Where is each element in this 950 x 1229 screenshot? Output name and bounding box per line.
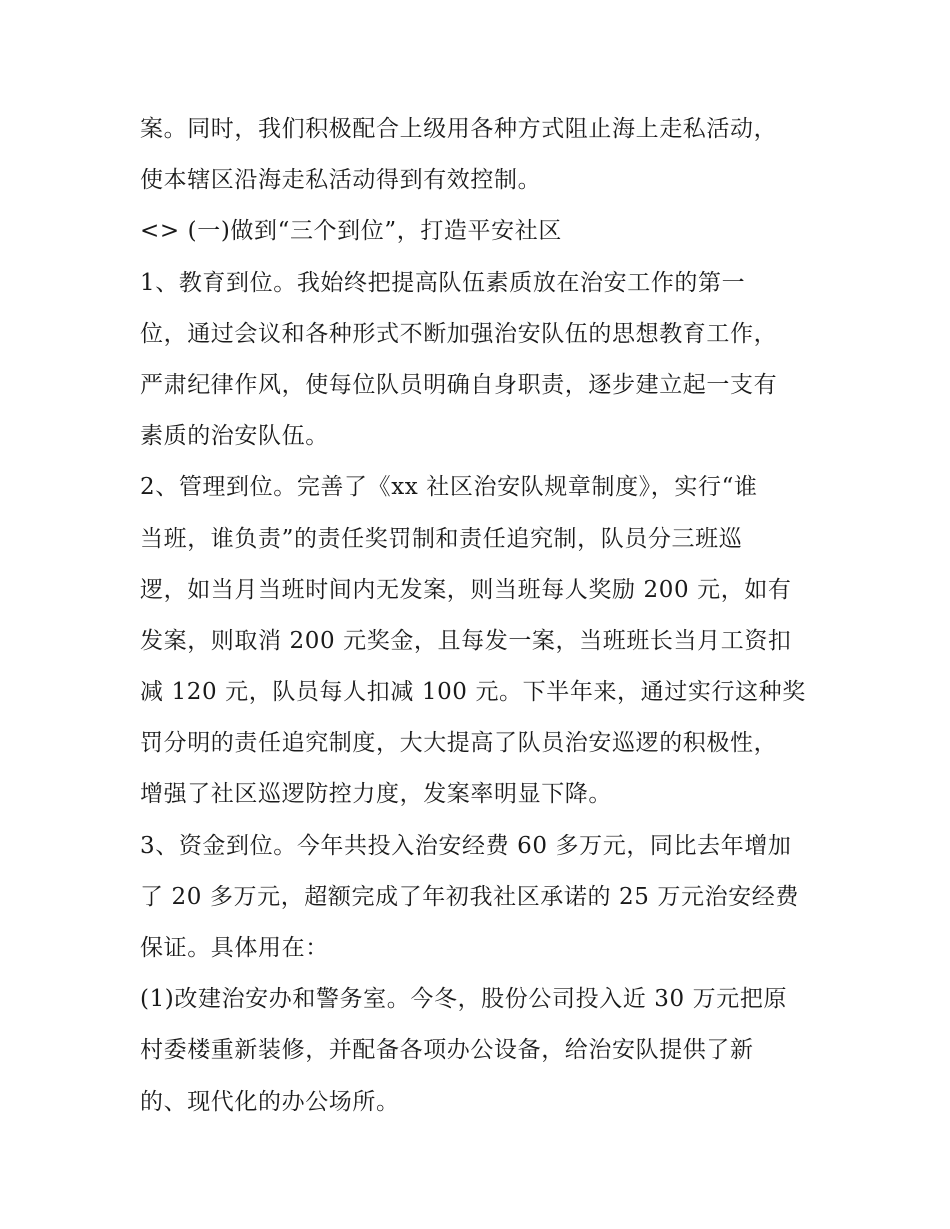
text-line: 村委楼重新装修，并配备各项办公设备，给治安队提供了新 [140,1037,754,1064]
text-line: 3、资金到位。今年共投入治安经费 60 多万元，同比去年增加 [140,832,792,859]
text-line: 素质的治安队伍。 [140,423,329,450]
text-line: 位，通过会议和各种形式不断加强治安队伍的思想教育工作， [140,320,778,347]
text-line: (1)改建治安办和警务室。今冬，股份公司投入近 30 万元把原 [140,986,788,1013]
text-line: 1、教育到位。我始终把提高队伍素质放在治安工作的第一 [140,269,746,296]
text-line: 案。同时，我们积极配合上级用各种方式阻止海上走私活动， [140,116,778,142]
text-line: 了 20 多万元，超额完成了年初我社区承诺的 25 万元治安经费 [140,883,799,910]
text-line: 发案，则取消 200 元奖金，且每发一案，当班班长当月工资扣 [140,627,792,654]
text-line: 严肃纪律作风，使每位队员明确自身职责，逐步建立起一支有 [140,371,778,398]
text-line: 2、管理到位。完善了《xx 社区治安队规章制度》，实行“谁 [140,474,758,501]
text-line: 罚分明的责任追究制度，大大提高了队员治安巡逻的积极性， [140,730,778,757]
text-line: 保证。具体用在： [140,935,329,961]
text-line: 减 120 元，队员每人扣减 100 元。下半年来，通过实行这种奖 [140,679,806,706]
section-heading: <> (一)做到“三个到位”，打造平安社区 [140,218,562,245]
text-line: 逻，如当月当班时间内无发案，则当班每人奖励 200 元，如有 [140,576,792,603]
text-line: 使本辖区沿海走私活动得到有效控制。 [140,167,542,194]
text-line: 当班，谁负责”的责任奖罚制和责任追究制，队员分三班巡 [140,525,743,552]
text-line: 的、现代化的办公场所。 [140,1088,400,1115]
text-line: 增强了社区巡逻防控力度，发案率明显下降。 [140,781,612,808]
body-text [140,104,830,1128]
